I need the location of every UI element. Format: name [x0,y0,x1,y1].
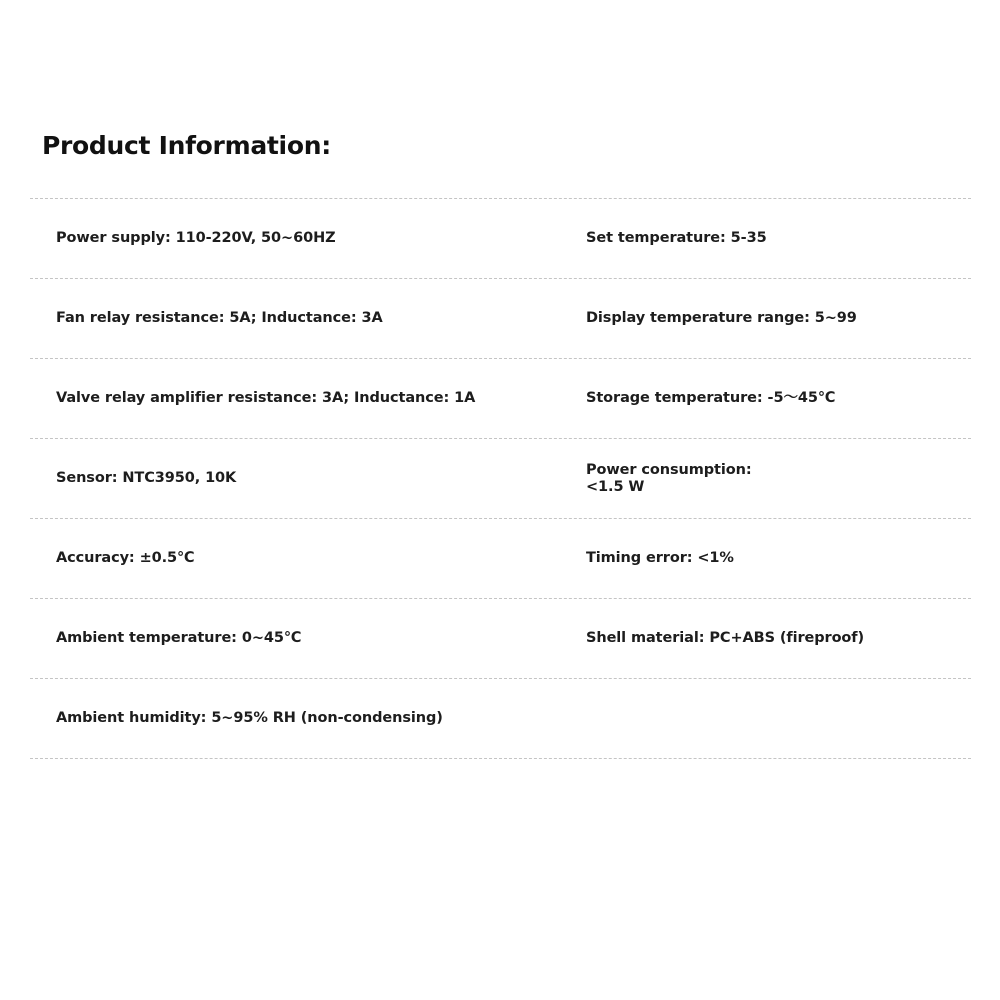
spec-set-temperature [586,199,966,278]
spec-ambient-temperature [56,599,576,678]
spec-empty [586,679,966,758]
spec-text: Set temperature: 5-35 [586,230,767,246]
spec-text: Accuracy: ±0.5℃ [56,550,195,566]
spec-table [30,198,971,759]
spec-text: Ambient humidity: 5~95% RH (non-condensing) [56,710,443,726]
spec-text: Sensor: NTC3950, 10K [56,470,237,486]
spec-text: Valve relay amplifier resistance: 3A; Inductance: 1A [56,390,476,406]
spec-text: Shell material: PC+ABS (fireproof) [586,630,865,646]
spec-text: Power supply: 110-220V, 50~60HZ [56,230,336,246]
spec-fan-relay [56,279,576,358]
spec-text: Fan relay resistance: 5A; Inductance: 3A [56,310,383,326]
spec-timing-error [586,519,966,598]
spec-text: Power consumption: <1.5 W [586,461,752,495]
spec-text: Storage temperature: -5～45℃ [586,390,836,406]
spec-power-consumption [586,439,771,518]
spec-valve-relay [56,359,576,438]
spec-sensor [56,439,576,518]
spec-row [30,679,971,759]
spec-row [30,599,971,679]
spec-row [30,279,971,359]
spec-text: Ambient temperature: 0~45℃ [56,630,302,646]
spec-shell-material [586,599,966,678]
spec-text: Display temperature range: 5~99 [586,310,857,326]
spec-display-temperature-range [586,279,966,358]
spec-power-supply [56,199,576,278]
spec-row [30,199,971,279]
spec-accuracy [56,519,576,598]
spec-row [30,439,971,519]
spec-ambient-humidity [56,679,576,758]
page-title: Product Information: [42,131,331,160]
spec-row [30,359,971,439]
spec-storage-temperature [586,359,966,438]
spec-text: Timing error: <1% [586,550,734,566]
spec-row [30,519,971,599]
